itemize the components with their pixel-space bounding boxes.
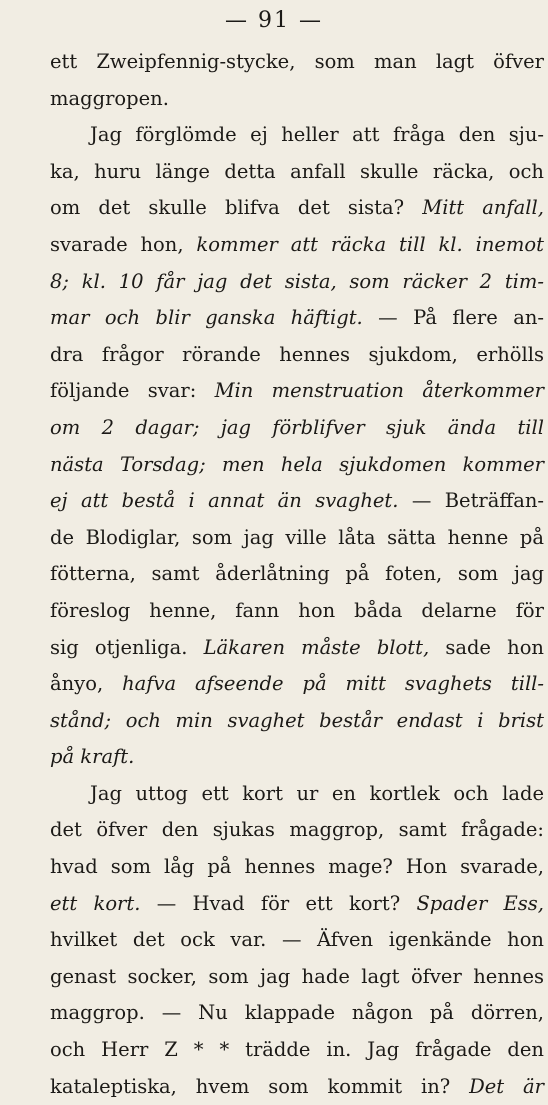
text-segment: genast socker, som jag hade lagt öfver hennes: [50, 964, 544, 988]
text-segment: sig otjenliga.: [50, 635, 204, 659]
text-line: [50, 849, 544, 886]
text-line: [50, 703, 544, 740]
text-segment: kataleptiska, hvem som kommit in?: [50, 1074, 470, 1098]
italic-text-segment: om 2 dagar; jag förblifver sjuk ända till: [50, 415, 544, 439]
text-segment: om det skulle blifva det sista?: [50, 196, 423, 220]
text-segment: sade hon: [429, 635, 544, 659]
text-line: [50, 227, 544, 264]
text-line: [50, 995, 544, 1032]
text-line: [50, 373, 544, 410]
text-segment: Jag uttog ett kort ur en kortlek och lade: [90, 781, 544, 805]
text-line: [50, 447, 544, 484]
text-line: [50, 776, 544, 813]
text-segment: fötterna, samt åderlåtning på foten, som jag: [50, 562, 544, 586]
text-segment: ka, huru länge detta anfall skulle räcka, och: [50, 159, 544, 183]
page-number-header: — 91 —: [225, 8, 323, 33]
text-segment: ett Zweipfennig-stycke, som man lagt öfver: [50, 50, 544, 73]
text-segment: och Herr Z * * trädde in. Jag frågade den: [50, 1038, 544, 1062]
text-line: [50, 593, 544, 630]
italic-text-segment: ej att bestå i annat än svaghet.: [50, 489, 399, 513]
text-line: [50, 81, 544, 118]
text-line: [50, 886, 544, 923]
text-segment: dra frågor rörande hennes sjukdom, erhölls: [50, 342, 544, 366]
text-line: [50, 410, 544, 447]
text-line: [50, 337, 544, 374]
italic-text-segment: hafva afseende på mitt svaghets till-: [122, 672, 545, 696]
italic-text-segment: stånd; och min svaghet består endast i brist: [50, 708, 544, 732]
text-line: [50, 483, 544, 520]
text-segment: följande svar:: [50, 379, 215, 403]
text-segment: — På flere an-: [362, 306, 544, 330]
text-line: [50, 812, 544, 849]
italic-text-segment: kommer att räcka till kl. inemot: [196, 232, 544, 256]
text-segment: Jag förglömde ej heller att fråga den sju-: [90, 123, 544, 147]
text-line: [50, 154, 544, 191]
text-line: [50, 630, 544, 667]
text-segment: — Beträffan-: [398, 489, 544, 513]
text-line: [50, 922, 544, 959]
text-line: [50, 264, 544, 301]
text-line: [50, 44, 544, 81]
text-line: [50, 300, 544, 337]
text-line: [50, 1032, 544, 1069]
text-segment: hvilket det ock var. — Äfven igenkände hon: [50, 928, 544, 952]
text-line: [50, 959, 544, 996]
text-segment: det öfver den sjukas maggrop, samt frågade:: [50, 818, 544, 842]
italic-text-segment: på kraft.: [50, 745, 135, 769]
text-line: [50, 666, 544, 703]
text-segment: svarade hon,: [50, 232, 197, 256]
text-segment: hvad som låg på hennes mage? Hon svarade,: [50, 855, 544, 879]
text-line: [50, 117, 544, 154]
text-segment: maggrop. — Nu klappade någon på dörren,: [50, 1001, 544, 1025]
text-segment: — Hvad för ett kort?: [140, 891, 417, 915]
italic-text-segment: Mitt anfall,: [422, 196, 544, 220]
text-segment: föreslog henne, fann hon båda delarne för: [50, 598, 544, 622]
text-segment: ånyo,: [50, 672, 123, 696]
text-line: [50, 739, 544, 776]
text-segment: de Blodiglar, som jag ville låta sätta henne på: [50, 525, 544, 549]
text-line: [50, 520, 544, 557]
italic-text-segment: Spader Ess,: [416, 891, 544, 915]
italic-text-segment: 8; kl. 10 får jag det sista, som räcker 2 tim-: [50, 269, 544, 293]
text-segment: maggropen.: [50, 86, 169, 110]
italic-text-segment: ett kort.: [50, 891, 141, 915]
italic-text-segment: nästa Torsdag; men hela sjukdomen kommer: [50, 452, 544, 476]
italic-text-segment: Läkaren måste blott,: [203, 635, 430, 659]
text-line: [50, 190, 544, 227]
page-body-text: [50, 44, 544, 1105]
text-line: [50, 1069, 544, 1105]
italic-text-segment: Det är: [469, 1074, 544, 1098]
italic-text-segment: Min menstruation återkommer: [214, 379, 544, 403]
italic-text-segment: mar och blir ganska häftigt.: [50, 306, 363, 330]
text-line: [50, 556, 544, 593]
